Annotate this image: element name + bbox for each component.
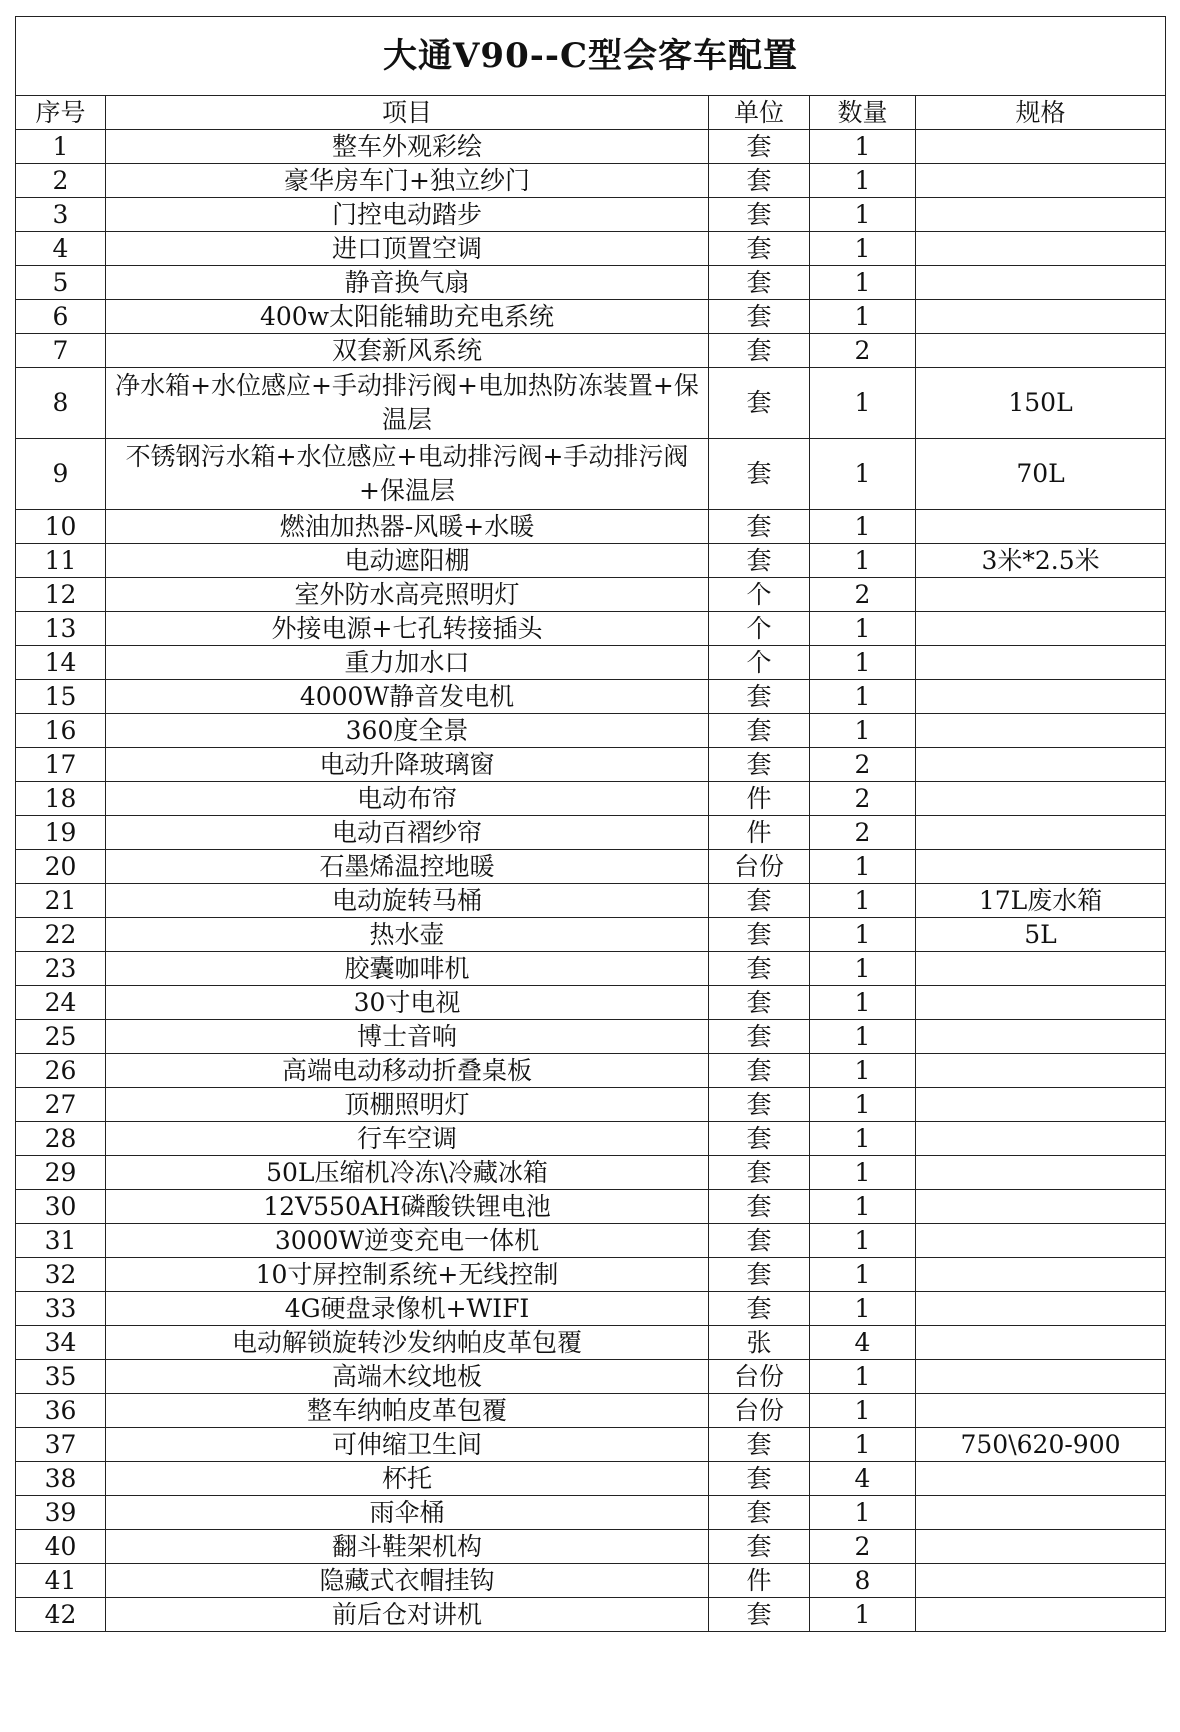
cell-item: 进口顶置空调 bbox=[106, 232, 709, 266]
cell-no: 25 bbox=[16, 1020, 106, 1054]
cell-qty: 1 bbox=[810, 1428, 916, 1462]
table-row bbox=[16, 578, 1166, 612]
table-row bbox=[16, 334, 1166, 368]
table-row bbox=[16, 130, 1166, 164]
cell-item: 前后仓对讲机 bbox=[106, 1598, 709, 1632]
cell-spec bbox=[916, 1258, 1166, 1292]
table-row bbox=[16, 164, 1166, 198]
table-row bbox=[16, 1088, 1166, 1122]
cell-item: 4000W静音发电机 bbox=[106, 680, 709, 714]
cell-no: 29 bbox=[16, 1156, 106, 1190]
cell-unit: 件 bbox=[709, 816, 810, 850]
cell-spec bbox=[916, 1020, 1166, 1054]
cell-item: 燃油加热器-风暖+水暖 bbox=[106, 510, 709, 544]
header-qty: 数量 bbox=[810, 96, 916, 130]
cell-no: 6 bbox=[16, 300, 106, 334]
cell-qty: 1 bbox=[810, 714, 916, 748]
cell-unit: 套 bbox=[709, 952, 810, 986]
cell-no: 36 bbox=[16, 1394, 106, 1428]
cell-unit: 套 bbox=[709, 748, 810, 782]
cell-no: 32 bbox=[16, 1258, 106, 1292]
cell-item: 静音换气扇 bbox=[106, 266, 709, 300]
cell-unit: 套 bbox=[709, 164, 810, 198]
cell-qty: 1 bbox=[810, 164, 916, 198]
cell-unit: 台份 bbox=[709, 1360, 810, 1394]
table-row bbox=[16, 1326, 1166, 1360]
cell-spec bbox=[916, 334, 1166, 368]
cell-unit: 件 bbox=[709, 782, 810, 816]
cell-qty: 1 bbox=[810, 1496, 916, 1530]
cell-spec bbox=[916, 1292, 1166, 1326]
table-row bbox=[16, 1428, 1166, 1462]
cell-item: 雨伞桶 bbox=[106, 1496, 709, 1530]
cell-spec bbox=[916, 164, 1166, 198]
cell-spec bbox=[916, 1394, 1166, 1428]
cell-item: 行车空调 bbox=[106, 1122, 709, 1156]
cell-unit: 件 bbox=[709, 1564, 810, 1598]
table-row bbox=[16, 1564, 1166, 1598]
cell-unit: 套 bbox=[709, 510, 810, 544]
config-table bbox=[15, 16, 1166, 1632]
cell-spec bbox=[916, 680, 1166, 714]
table-row bbox=[16, 198, 1166, 232]
cell-spec bbox=[916, 1190, 1166, 1224]
cell-qty: 1 bbox=[810, 680, 916, 714]
cell-unit: 套 bbox=[709, 1258, 810, 1292]
table-row bbox=[16, 1020, 1166, 1054]
table-row bbox=[16, 300, 1166, 334]
cell-unit: 套 bbox=[709, 300, 810, 334]
cell-spec bbox=[916, 266, 1166, 300]
table-row bbox=[16, 439, 1166, 510]
cell-no: 14 bbox=[16, 646, 106, 680]
cell-item: 30寸电视 bbox=[106, 986, 709, 1020]
cell-spec bbox=[916, 1224, 1166, 1258]
cell-item: 净水箱+水位感应+手动排污阀+电加热防冻装置+保温层 bbox=[106, 368, 709, 439]
cell-item: 隐藏式衣帽挂钩 bbox=[106, 1564, 709, 1598]
cell-no: 26 bbox=[16, 1054, 106, 1088]
cell-unit: 套 bbox=[709, 334, 810, 368]
cell-item: 3000W逆变充电一体机 bbox=[106, 1224, 709, 1258]
cell-qty: 2 bbox=[810, 578, 916, 612]
cell-no: 8 bbox=[16, 368, 106, 439]
cell-qty: 8 bbox=[810, 1564, 916, 1598]
table-row bbox=[16, 510, 1166, 544]
table-row bbox=[16, 1054, 1166, 1088]
table-row bbox=[16, 714, 1166, 748]
cell-spec bbox=[916, 850, 1166, 884]
cell-qty: 1 bbox=[810, 198, 916, 232]
cell-qty: 1 bbox=[810, 952, 916, 986]
table-row bbox=[16, 266, 1166, 300]
cell-no: 28 bbox=[16, 1122, 106, 1156]
title-row bbox=[16, 17, 1166, 96]
cell-qty: 4 bbox=[810, 1462, 916, 1496]
cell-no: 23 bbox=[16, 952, 106, 986]
cell-qty: 1 bbox=[810, 1598, 916, 1632]
header-item: 项目 bbox=[106, 96, 709, 130]
cell-qty: 1 bbox=[810, 1292, 916, 1326]
cell-spec bbox=[916, 1360, 1166, 1394]
cell-spec bbox=[916, 714, 1166, 748]
cell-item: 电动布帘 bbox=[106, 782, 709, 816]
cell-spec bbox=[916, 1598, 1166, 1632]
table-row bbox=[16, 1462, 1166, 1496]
cell-item: 12V550AH磷酸铁锂电池 bbox=[106, 1190, 709, 1224]
cell-item: 400w太阳能辅助充电系统 bbox=[106, 300, 709, 334]
cell-qty: 1 bbox=[810, 439, 916, 510]
cell-item: 10寸屏控制系统+无线控制 bbox=[106, 1258, 709, 1292]
cell-item: 电动解锁旋转沙发纳帕皮革包覆 bbox=[106, 1326, 709, 1360]
table-row bbox=[16, 1156, 1166, 1190]
cell-item: 整车纳帕皮革包覆 bbox=[106, 1394, 709, 1428]
cell-qty: 1 bbox=[810, 1394, 916, 1428]
cell-unit: 套 bbox=[709, 1020, 810, 1054]
cell-no: 22 bbox=[16, 918, 106, 952]
cell-spec bbox=[916, 198, 1166, 232]
cell-no: 33 bbox=[16, 1292, 106, 1326]
table-row bbox=[16, 1224, 1166, 1258]
cell-unit: 套 bbox=[709, 130, 810, 164]
cell-item: 整车外观彩绘 bbox=[106, 130, 709, 164]
cell-spec bbox=[916, 1156, 1166, 1190]
cell-qty: 1 bbox=[810, 1224, 916, 1258]
cell-qty: 1 bbox=[810, 232, 916, 266]
cell-no: 3 bbox=[16, 198, 106, 232]
cell-unit: 套 bbox=[709, 986, 810, 1020]
cell-qty: 1 bbox=[810, 986, 916, 1020]
cell-qty: 2 bbox=[810, 782, 916, 816]
table-row bbox=[16, 1496, 1166, 1530]
cell-no: 13 bbox=[16, 612, 106, 646]
cell-no: 7 bbox=[16, 334, 106, 368]
cell-item: 室外防水高亮照明灯 bbox=[106, 578, 709, 612]
cell-item: 外接电源+七孔转接插头 bbox=[106, 612, 709, 646]
cell-qty: 1 bbox=[810, 1258, 916, 1292]
cell-qty: 4 bbox=[810, 1326, 916, 1360]
cell-qty: 2 bbox=[810, 334, 916, 368]
cell-qty: 1 bbox=[810, 266, 916, 300]
cell-no: 1 bbox=[16, 130, 106, 164]
cell-qty: 1 bbox=[810, 918, 916, 952]
table-row bbox=[16, 544, 1166, 578]
header-row bbox=[16, 96, 1166, 130]
table-row bbox=[16, 748, 1166, 782]
cell-item: 顶棚照明灯 bbox=[106, 1088, 709, 1122]
cell-unit: 套 bbox=[709, 1496, 810, 1530]
table-row bbox=[16, 1360, 1166, 1394]
cell-no: 9 bbox=[16, 439, 106, 510]
cell-item: 翻斗鞋架机构 bbox=[106, 1530, 709, 1564]
table-row bbox=[16, 850, 1166, 884]
cell-qty: 1 bbox=[810, 1190, 916, 1224]
cell-qty: 1 bbox=[810, 1122, 916, 1156]
cell-no: 18 bbox=[16, 782, 106, 816]
cell-spec: 3米*2.5米 bbox=[916, 544, 1166, 578]
cell-unit: 套 bbox=[709, 544, 810, 578]
cell-no: 38 bbox=[16, 1462, 106, 1496]
cell-item: 高端电动移动折叠桌板 bbox=[106, 1054, 709, 1088]
table-row bbox=[16, 232, 1166, 266]
cell-item: 高端木纹地板 bbox=[106, 1360, 709, 1394]
cell-unit: 套 bbox=[709, 680, 810, 714]
cell-item: 50L压缩机冷冻\冷藏冰箱 bbox=[106, 1156, 709, 1190]
cell-item: 门控电动踏步 bbox=[106, 198, 709, 232]
cell-spec bbox=[916, 1054, 1166, 1088]
cell-no: 30 bbox=[16, 1190, 106, 1224]
cell-item: 电动升降玻璃窗 bbox=[106, 748, 709, 782]
cell-no: 4 bbox=[16, 232, 106, 266]
cell-spec bbox=[916, 612, 1166, 646]
header-unit: 单位 bbox=[709, 96, 810, 130]
cell-spec bbox=[916, 1088, 1166, 1122]
cell-no: 35 bbox=[16, 1360, 106, 1394]
cell-spec bbox=[916, 510, 1166, 544]
cell-qty: 1 bbox=[810, 646, 916, 680]
cell-spec bbox=[916, 782, 1166, 816]
cell-spec bbox=[916, 1496, 1166, 1530]
table-row bbox=[16, 1598, 1166, 1632]
cell-qty: 1 bbox=[810, 544, 916, 578]
cell-qty: 1 bbox=[810, 510, 916, 544]
table-row bbox=[16, 646, 1166, 680]
cell-item: 电动遮阳棚 bbox=[106, 544, 709, 578]
table-row bbox=[16, 782, 1166, 816]
table-row bbox=[16, 1190, 1166, 1224]
cell-spec bbox=[916, 232, 1166, 266]
cell-qty: 1 bbox=[810, 1054, 916, 1088]
cell-spec: 70L bbox=[916, 439, 1166, 510]
cell-spec bbox=[916, 1530, 1166, 1564]
cell-unit: 个 bbox=[709, 646, 810, 680]
cell-item: 4G硬盘录像机+WIFI bbox=[106, 1292, 709, 1326]
cell-spec bbox=[916, 300, 1166, 334]
cell-spec bbox=[916, 748, 1166, 782]
cell-no: 15 bbox=[16, 680, 106, 714]
cell-unit: 套 bbox=[709, 439, 810, 510]
cell-spec bbox=[916, 130, 1166, 164]
cell-unit: 套 bbox=[709, 1054, 810, 1088]
cell-unit: 台份 bbox=[709, 850, 810, 884]
page-title: 大通V90--C型会客车配置 bbox=[16, 17, 1166, 96]
cell-item: 豪华房车门+独立纱门 bbox=[106, 164, 709, 198]
cell-qty: 2 bbox=[810, 748, 916, 782]
cell-unit: 台份 bbox=[709, 1394, 810, 1428]
header-spec: 规格 bbox=[916, 96, 1166, 130]
cell-item: 电动旋转马桶 bbox=[106, 884, 709, 918]
cell-no: 31 bbox=[16, 1224, 106, 1258]
table-row bbox=[16, 884, 1166, 918]
table-row bbox=[16, 1292, 1166, 1326]
cell-item: 博士音响 bbox=[106, 1020, 709, 1054]
cell-item: 杯托 bbox=[106, 1462, 709, 1496]
table-row bbox=[16, 816, 1166, 850]
cell-no: 20 bbox=[16, 850, 106, 884]
table-row bbox=[16, 986, 1166, 1020]
cell-no: 16 bbox=[16, 714, 106, 748]
cell-unit: 套 bbox=[709, 1224, 810, 1258]
table-row bbox=[16, 952, 1166, 986]
cell-unit: 套 bbox=[709, 1462, 810, 1496]
cell-spec bbox=[916, 646, 1166, 680]
cell-qty: 1 bbox=[810, 1360, 916, 1394]
cell-unit: 个 bbox=[709, 612, 810, 646]
cell-unit: 套 bbox=[709, 1428, 810, 1462]
cell-unit: 套 bbox=[709, 1156, 810, 1190]
cell-qty: 1 bbox=[810, 884, 916, 918]
cell-item: 重力加水口 bbox=[106, 646, 709, 680]
cell-qty: 1 bbox=[810, 130, 916, 164]
table-row bbox=[16, 612, 1166, 646]
cell-unit: 套 bbox=[709, 232, 810, 266]
cell-qty: 1 bbox=[810, 1088, 916, 1122]
cell-no: 37 bbox=[16, 1428, 106, 1462]
cell-unit: 套 bbox=[709, 1530, 810, 1564]
cell-no: 41 bbox=[16, 1564, 106, 1598]
cell-unit: 张 bbox=[709, 1326, 810, 1360]
cell-no: 17 bbox=[16, 748, 106, 782]
cell-item: 热水壶 bbox=[106, 918, 709, 952]
cell-spec bbox=[916, 1462, 1166, 1496]
cell-qty: 2 bbox=[810, 1530, 916, 1564]
cell-spec bbox=[916, 1326, 1166, 1360]
cell-spec: 750\620-900 bbox=[916, 1428, 1166, 1462]
table-row bbox=[16, 680, 1166, 714]
cell-no: 34 bbox=[16, 1326, 106, 1360]
cell-unit: 套 bbox=[709, 1190, 810, 1224]
cell-spec bbox=[916, 986, 1166, 1020]
cell-no: 27 bbox=[16, 1088, 106, 1122]
cell-no: 40 bbox=[16, 1530, 106, 1564]
cell-qty: 1 bbox=[810, 1020, 916, 1054]
cell-spec bbox=[916, 578, 1166, 612]
table-row bbox=[16, 1122, 1166, 1156]
cell-unit: 套 bbox=[709, 198, 810, 232]
cell-qty: 1 bbox=[810, 1156, 916, 1190]
cell-no: 42 bbox=[16, 1598, 106, 1632]
cell-spec bbox=[916, 1122, 1166, 1156]
cell-no: 24 bbox=[16, 986, 106, 1020]
cell-unit: 套 bbox=[709, 884, 810, 918]
cell-item: 360度全景 bbox=[106, 714, 709, 748]
cell-spec bbox=[916, 1564, 1166, 1598]
config-sheet bbox=[15, 16, 1165, 1632]
cell-no: 10 bbox=[16, 510, 106, 544]
table-row bbox=[16, 1530, 1166, 1564]
cell-spec bbox=[916, 816, 1166, 850]
cell-no: 5 bbox=[16, 266, 106, 300]
cell-qty: 1 bbox=[810, 850, 916, 884]
cell-item: 石墨烯温控地暖 bbox=[106, 850, 709, 884]
cell-spec: 5L bbox=[916, 918, 1166, 952]
header-no: 序号 bbox=[16, 96, 106, 130]
cell-unit: 套 bbox=[709, 918, 810, 952]
cell-spec: 17L废水箱 bbox=[916, 884, 1166, 918]
cell-no: 39 bbox=[16, 1496, 106, 1530]
cell-unit: 套 bbox=[709, 714, 810, 748]
table-row bbox=[16, 368, 1166, 439]
cell-qty: 2 bbox=[810, 816, 916, 850]
cell-no: 12 bbox=[16, 578, 106, 612]
cell-spec: 150L bbox=[916, 368, 1166, 439]
cell-spec bbox=[916, 952, 1166, 986]
cell-no: 19 bbox=[16, 816, 106, 850]
cell-unit: 套 bbox=[709, 266, 810, 300]
cell-item: 双套新风系统 bbox=[106, 334, 709, 368]
cell-unit: 套 bbox=[709, 368, 810, 439]
cell-no: 2 bbox=[16, 164, 106, 198]
cell-item: 可伸缩卫生间 bbox=[106, 1428, 709, 1462]
cell-unit: 套 bbox=[709, 1122, 810, 1156]
cell-item: 不锈钢污水箱+水位感应+电动排污阀+手动排污阀+保温层 bbox=[106, 439, 709, 510]
table-row bbox=[16, 1394, 1166, 1428]
cell-item: 电动百褶纱帘 bbox=[106, 816, 709, 850]
cell-no: 21 bbox=[16, 884, 106, 918]
cell-qty: 1 bbox=[810, 300, 916, 334]
cell-item: 胶囊咖啡机 bbox=[106, 952, 709, 986]
cell-qty: 1 bbox=[810, 612, 916, 646]
cell-unit: 套 bbox=[709, 1088, 810, 1122]
cell-unit: 套 bbox=[709, 1292, 810, 1326]
cell-unit: 套 bbox=[709, 1598, 810, 1632]
table-row bbox=[16, 1258, 1166, 1292]
table-row bbox=[16, 918, 1166, 952]
cell-no: 11 bbox=[16, 544, 106, 578]
cell-qty: 1 bbox=[810, 368, 916, 439]
cell-unit: 个 bbox=[709, 578, 810, 612]
